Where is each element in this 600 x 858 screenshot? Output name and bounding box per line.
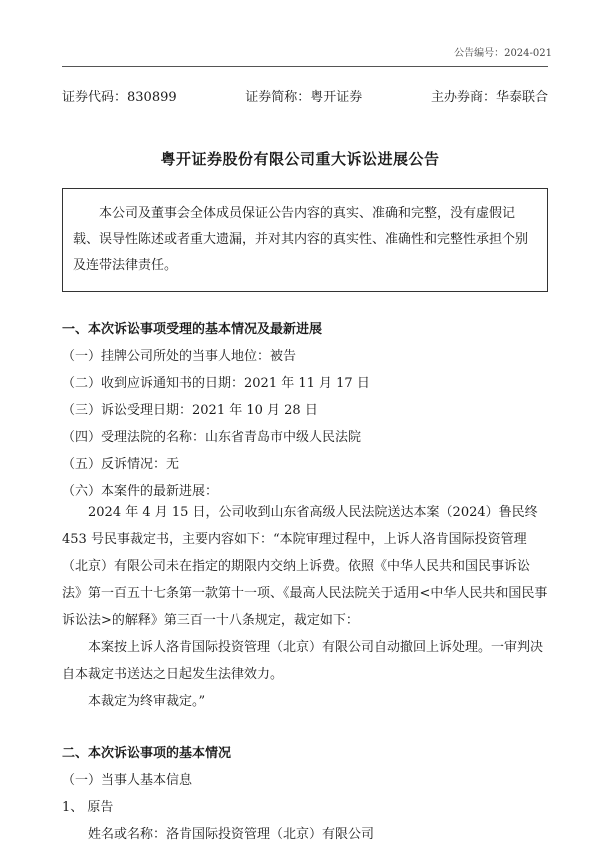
- progress-paragraph: 2024 年 4 月 15 日，公司收到山东省高级人民法院送达本案（2024）鲁民终 453 号民事裁定书，主要内容如下：“本院审理过程中，上诉人洛肯国际投资管理（北京）有限公司未在指定的期限内交纳上诉费。依照《中华人民共和国民事诉讼法》第一百五十七条第一款第十一项、《最高人民法院关于适用<中华人民共和国民事诉讼法>的解释》第三百一十八条规定，裁定如下：: [62, 505, 548, 628]
- item-court-name: （四）受理法院的名称：山东省青岛市中级人民法院: [62, 430, 362, 445]
- security-code: 证券代码：830899: [62, 90, 177, 105]
- item-counterclaim: （五）反诉情况：无: [62, 457, 180, 472]
- statement-text: 本公司及董事会全体成员保证公告内容的真实、准确和完整，没有虚假记载、误导性陈述或者重大遗漏，并对其内容的真实性、准确性和完整性承担个别及连带法律责任。: [73, 206, 529, 273]
- item-notice-date: （二）收到应诉通知书的日期：2021 年 11 月 17 日: [62, 376, 370, 391]
- security-abbreviation: 证券简称：粤开证券: [245, 90, 363, 105]
- plaintiff-name: 姓名或名称：洛肯国际投资管理（北京）有限公司: [88, 827, 375, 842]
- document-header: [62, 86, 548, 105]
- section1-heading: 一、本次诉讼事项受理的基本情况及最新进展: [62, 322, 323, 337]
- header-divider: [62, 66, 548, 67]
- item-acceptance-date: （三）诉讼受理日期：2021 年 10 月 28 日: [62, 403, 318, 418]
- plaintiff-label: 1、 原告: [62, 800, 114, 815]
- item-latest-progress: （六）本案件的最新进展：: [62, 484, 219, 499]
- final-ruling-paragraph: 本裁定为终审裁定。”: [88, 694, 206, 709]
- ruling-paragraph: 本案按上诉人洛肯国际投资管理（北京）有限公司自动撤回上诉处理。一审判决自本裁定书送达之日起发生法律效力。: [62, 640, 544, 682]
- party-info-subheading: （一）当事人基本信息: [62, 773, 193, 788]
- notice-number: 公告编号：2024-021: [454, 48, 552, 59]
- section2-heading: 二、本次诉讼事项的基本情况: [62, 746, 232, 761]
- document-title: 粤开证券股份有限公司重大诉讼进展公告: [160, 150, 440, 168]
- statement-box: [62, 188, 548, 292]
- sponsor-broker: 主办券商：华泰联合: [430, 90, 548, 105]
- item-party-status: （一）挂牌公司所处的当事人地位：被告: [62, 349, 297, 364]
